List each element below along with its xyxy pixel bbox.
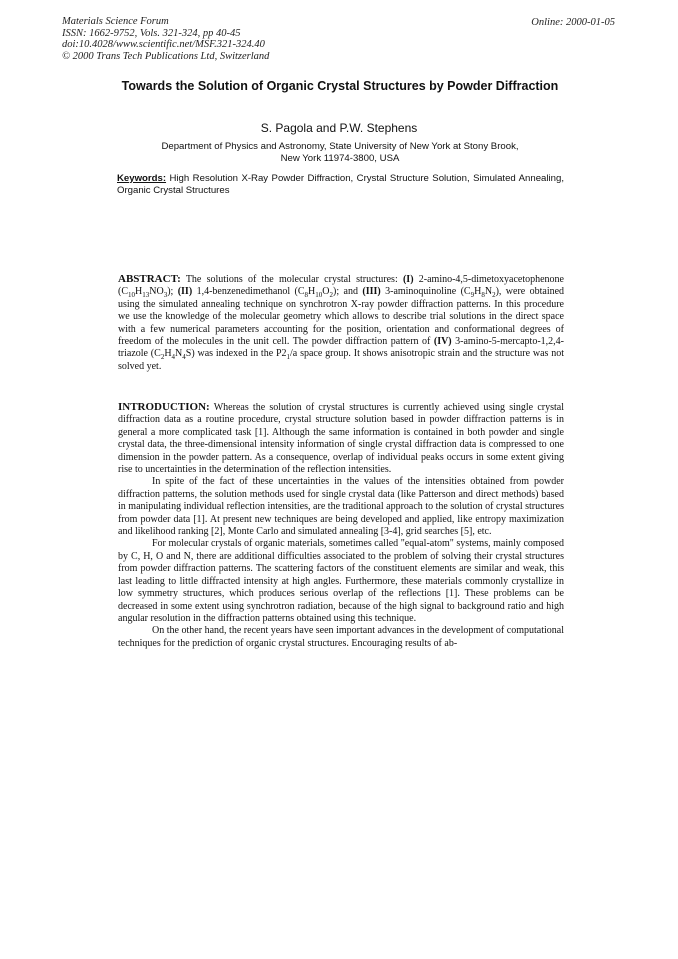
formula-sub: 2	[329, 291, 333, 300]
abstract-text: ), were obtained using the simulated annealing technique on synchrotron X-ray powder diffraction patterns. In this procedure we use the knowledge of the molecular geometry which allows to describe trial solutions in the direct space with a few numerical parameters accounting for the position, orientation and conformational degrees of freedom of the molecules in the unit cell. The powder diffraction pattern of	[118, 286, 565, 348]
formula-part: H	[308, 286, 316, 298]
formula-sub: 2	[492, 291, 496, 300]
abstract-text: 3-amino-5-mercapto-1,2,4-triazole (C	[118, 336, 564, 360]
formula-part: H	[164, 348, 172, 360]
formula-part: N	[484, 286, 493, 298]
journal-name: Materials Science Forum	[62, 16, 169, 27]
formula-part: H	[135, 286, 143, 298]
formula-part: H	[474, 286, 482, 298]
online-date: Online: 2000-01-05	[531, 17, 615, 28]
authors: S. Pagola and P.W. Stephens	[260, 121, 418, 135]
intro-paragraph-3: For molecular crystals of organic materials, sometimes called "equal-atom" systems, mainly composed by C, H, O and N, there are additional difficulties associated to the problem of solving their crystal structures from powder diffraction patterns. The scattering factors of the constituent elements are similar and weak, this last leading to little diffracted intensity at high angles. Furthermore, these materials commonly crystallize in low symmetry structures, which produces serious overlap of the reflections [1]. These problems can be decreased in some extent using synchrotron radiation, because of the high signal to background ratio and high angular resolution in the diffraction patterns obtained using this technique.	[118, 538, 564, 624]
formula-part: N	[175, 348, 183, 360]
abstract-section	[118, 273, 564, 373]
formula-sub: 3	[163, 291, 168, 300]
formula-part: NO	[149, 286, 164, 298]
copyright-line: © 2000 Trans Tech Publications Ltd, Switzerland	[62, 50, 270, 62]
keywords	[117, 173, 564, 196]
abstract-text: 1,4-benzenedimethanol (C	[196, 286, 305, 298]
formula-sub: 8	[304, 291, 309, 300]
formula-sub: 4	[171, 353, 176, 362]
compound-ref: (IV)	[433, 336, 452, 348]
affiliation-line-2: New York 11974-3800, USA	[280, 153, 400, 164]
compound-ref: (III)	[362, 286, 381, 298]
abstract-text: 2-amino-4,5-dimetoxyacetophenone (C	[118, 274, 564, 298]
intro-text: Whereas the solution of crystal structures is currently achieved using single crystal diffraction data as a routine procedure, crystal structure solution based in powder diffraction patterns is in general a more complicated task [1]. Although the same information is contained in both powder and single crystal data, the three-dimensional intensity information of single crystal diffraction data is compressed to one dimension in the powder pattern. As a consequence, overlap of individual peaks occurs in some extent giving rise to uncertainties in the determination of the reflection intensities.	[118, 402, 564, 476]
keywords-label: Keywords:	[117, 173, 167, 184]
formula-sub: 9	[470, 291, 475, 300]
formula-part: O	[322, 286, 330, 298]
doi-line[interactable]: doi:10.4028/www.scientific.net/MSF.321-324.40	[62, 39, 265, 50]
abstract-text: 3-aminoquinoline (C	[385, 286, 471, 298]
journal-header	[62, 16, 269, 62]
paper-title: Towards the Solution of Organic Crystal Structures by Powder Diffraction	[121, 79, 559, 93]
keywords-text: High Resolution X-Ray Powder Diffraction, Crystal Structure Solution, Simulated Annealing, Organic Crystal Structures	[117, 173, 564, 196]
intro-paragraph-1	[118, 401, 564, 476]
affiliation	[120, 141, 560, 165]
abstract-paragraph	[118, 273, 564, 373]
compound-ref: (I)	[402, 274, 414, 285]
compound-ref: (II)	[177, 286, 193, 298]
abstract-text: ); and	[333, 286, 358, 298]
formula-sub: 4	[182, 353, 186, 362]
introduction-section	[118, 401, 564, 650]
abstract-text: );	[167, 286, 174, 298]
introduction-label: INTRODUCTION:	[118, 401, 210, 413]
formula-sub: 10	[315, 291, 323, 300]
intro-paragraph-4: On the other hand, the recent years have seen important advances in the development of computational techniques for the prediction of organic crystal structures. Encouraging results of ab-	[118, 625, 564, 649]
affiliation-line-1: Department of Physics and Astronomy, State University of New York at Stony Brook,	[161, 141, 519, 152]
formula-sub: 2	[160, 353, 165, 362]
formula-sub: 1	[286, 353, 291, 362]
abstract-text: /a space group. It shows anisotropic strain and the structure was not solved yet.	[118, 348, 565, 372]
intro-paragraph-2: In spite of the fact of these uncertainties in the values of the intensities obtained from powder diffraction patterns, the solution methods used for single crystal data (like Patterson and direct methods) based in manipulating individual reflection intensities, are the traditional approach to the solution of crystal structures from powder data [1]. At present new techniques are being developed and applied, like entropy maximization and likelihood ranking [2], Monte Carlo and simulated annealing [3-4], grid searches [5], etc.	[118, 476, 564, 538]
abstract-text: S) was indexed in the P2	[185, 348, 287, 360]
abstract-text: The solutions of the molecular crystal structures:	[185, 274, 398, 285]
abstract-label: ABSTRACT:	[118, 273, 181, 285]
formula-sub: 10	[128, 291, 135, 300]
formula-sub: 8	[481, 291, 485, 300]
formula-sub: 13	[142, 291, 150, 300]
issn-line: ISSN: 1662-9752, Vols. 321-324, pp 40-45	[62, 27, 241, 39]
